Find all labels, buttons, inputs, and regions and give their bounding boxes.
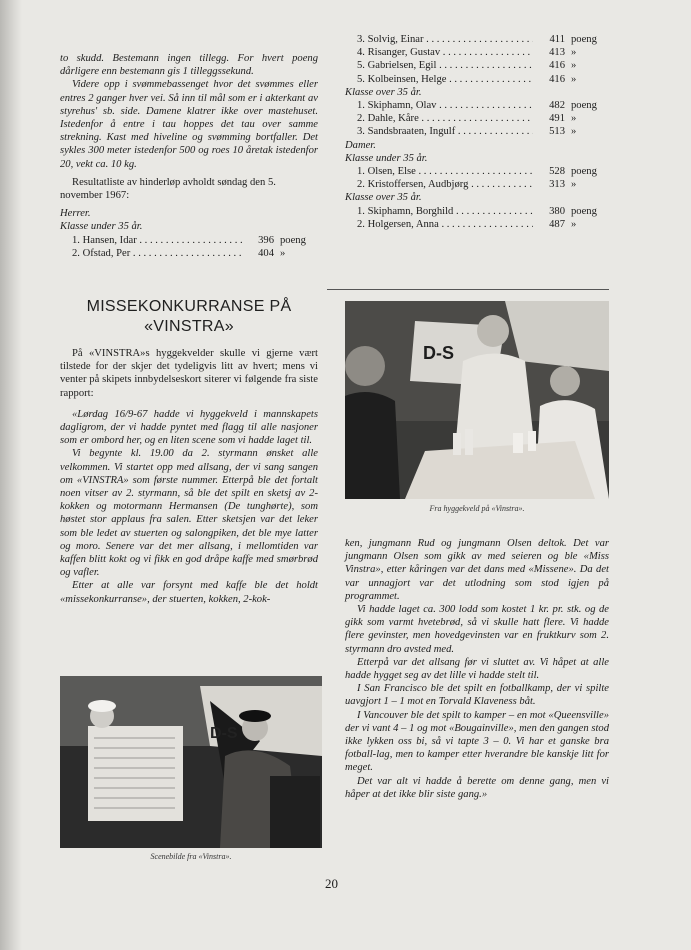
result-name: 3. Sandsbraaten, Ingulf . . .	[357, 125, 533, 138]
result-unit: »	[571, 179, 577, 191]
article-title	[60, 297, 318, 337]
class-label: Klasse over 35 år.	[345, 86, 422, 98]
result-score: 487	[533, 218, 571, 231]
result-score: 416	[533, 59, 571, 72]
photo-caption-bottom: Scenebilde fra «Vinstra».	[150, 852, 232, 861]
result-score: 404	[242, 247, 280, 260]
article-paragraph: ken, jungmann Rud og jungmann Olsen deltok. Det var jungmann Olsen som gikk av med seieren og ble «Miss Vinstra», etter kåringen var det dans med «Missene». Da det var unnagjort var det utlodning som stod igjen på programmet.	[345, 538, 609, 602]
results-list	[345, 165, 609, 191]
photo-banner-text: D-S	[423, 343, 454, 363]
results-list	[345, 99, 609, 139]
article-paragraph: Det var alt vi hadde å berette om denne gang, men vi håper at det ikke blir siste gang.»	[345, 775, 609, 800]
photo-party-evening	[345, 301, 609, 499]
group-label: Damer.	[345, 139, 376, 151]
result-unit: poeng	[571, 166, 597, 178]
result-row	[345, 125, 609, 138]
result-unit: poeng	[571, 100, 597, 112]
article-paragraph: I Vancouver ble det spilt to kamper – en mot «Queensville» der vi vant 4 – 1 og mot «Bougainville», men den gangen stod ikke lykken oss bi, så vi tapte 3 – 0. Vi har et ganske bra fotball-lag, men to kamper etter hverandre ble kanskje litt for meget.	[345, 709, 609, 774]
result-row	[345, 205, 609, 218]
result-unit: »	[571, 113, 577, 125]
result-score: 528	[533, 165, 571, 178]
result-unit: »	[571, 60, 577, 72]
article-lead: På «VINSTRA»s hyggekvelder skulle vi gjerne vært tilstede for der skjer det tydeligvis litt av hvert; mens vi venter på skipets innbydelseskort siterer vi følgende fra siste rapport:	[60, 348, 318, 399]
result-score: 513	[533, 125, 571, 138]
result-score: 491	[533, 112, 571, 125]
result-row	[345, 59, 609, 72]
result-name: 2. Ofstad, Per . . .	[72, 247, 242, 260]
result-score: 482	[533, 99, 571, 112]
result-unit: poeng	[280, 234, 306, 246]
photo-stage-scene	[60, 676, 322, 848]
result-unit: poeng	[571, 205, 597, 217]
article-title-line: MISSEKONKURRANSE PÅ	[86, 298, 292, 315]
result-score: 396	[242, 234, 280, 247]
result-name: 4. Risanger, Gustav . . .	[357, 46, 533, 59]
result-unit: »	[571, 126, 577, 138]
group-label: Herrer.	[60, 208, 91, 220]
result-unit: »	[571, 73, 577, 85]
result-row	[345, 73, 609, 86]
result-name: 5. Kolbeinsen, Helge . . .	[357, 73, 533, 86]
result-unit: poeng	[571, 34, 597, 45]
photo-banner-text: D-S	[210, 725, 238, 742]
scan-binding-edge	[0, 0, 22, 950]
result-score: 413	[533, 46, 571, 59]
results-list	[345, 33, 609, 86]
page-number: 20	[325, 876, 338, 891]
photo-caption-right: Fra hyggekveld på «Vinstra».	[429, 504, 525, 513]
result-row	[345, 112, 609, 125]
result-score: 380	[533, 205, 571, 218]
class-label: Klasse under 35 år.	[345, 152, 428, 164]
rules-paragraph: to skudd. Bestemann ingen tillegg. For hvert poeng dårligere enn bestemann gis 1 tilleggssekund.	[60, 53, 318, 78]
result-name: 1. Skiphamn, Olav . . .	[357, 99, 533, 112]
article-right-text	[345, 537, 609, 801]
section-divider	[327, 289, 609, 290]
article-paragraph: Etterpå var det allsang før vi sluttet av. Vi håpet at alle hadde hygget seg av det lille vi hadde stelt til.	[345, 656, 609, 682]
result-row	[60, 234, 318, 247]
result-score: 416	[533, 73, 571, 86]
class-label: Klasse under 35 år.	[60, 221, 143, 233]
left-column	[60, 52, 318, 260]
result-score: 313	[533, 178, 571, 191]
result-unit: »	[571, 47, 577, 59]
result-name: 3. Solvig, Einar . . .	[357, 33, 533, 46]
result-name: 2. Kristoffersen, Audbjørg . . .	[357, 178, 533, 191]
article-title-line: «VINSTRA»	[144, 318, 234, 335]
result-name: 2. Holgersen, Anna . . .	[357, 218, 533, 231]
rules-paragraph: Videre opp i svømmebassenget hvor det svømmes eller entres 2 ganger hver vei. Så inn til mål som er i akterkant av styrehus' sb. side. Damene klatrer ikke over mastehuset. Istedenfor å entre i tau hoppes det tau over samme strekning. Kast med hiveline og svømming bortfaller. Det sykles 300 meter istedenfor 500 og roes 10 åretak istedenfor 20, vekt ca. 10 kg.	[60, 79, 318, 170]
result-row	[345, 165, 609, 178]
result-row	[345, 218, 609, 231]
result-score: 411	[533, 33, 571, 46]
results-list	[60, 234, 318, 260]
article-paragraph: I San Francisco ble det spilt en fotballkamp, der vi spilte uavgjort 1 – 1 mot en Torvald Klaveness båt.	[345, 683, 609, 708]
article-paragraph: Vi hadde laget ca. 300 lodd som kostet 1 kr. pr. stk. og de gikk som varmt hvetebrød, så vi skulle hatt flere. Vi hadde flere gevinster, men hovedgevinsten var en fruktkurv som 2. styrmann dro avsted med.	[345, 604, 609, 655]
result-row	[345, 178, 609, 191]
quote-paragraph: Vi begynte kl. 19.00 da 2. styrmann ønsket alle velkommen. Vi startet opp med allsang, der vi sang sangen om «VINSTRA» som første nummer. Etterpå ble det fortalt noen vitser av 2. styrmann, så ble det spilt en sketsj av 2-kokken og motormann Hermansen (De tunghørte), som høstet stor applaus fra salen. Etter sketsjen var det leker som ble ledet av stuerten og salongpiken, det ble mye latter og moro. Senere var det mer allsang, i mellomtiden var kaffen blitt kokt og vi fikk en god dråpe kaffe med smørbrød og vafler.	[60, 448, 318, 579]
result-name: 1. Skiphamn, Borghild . . .	[357, 205, 533, 218]
result-row	[345, 46, 609, 59]
result-name: 2. Dahle, Kåre . . .	[357, 112, 533, 125]
photo-party-evening-image	[345, 301, 609, 499]
result-name: 1. Olsen, Else . . .	[357, 165, 533, 178]
result-row	[345, 33, 609, 46]
right-results-column	[345, 33, 609, 231]
article-left-text	[60, 347, 318, 606]
results-intro: Resultatliste av hinderløp avholdt søndag den 5. november 1967:	[60, 176, 276, 202]
result-row	[345, 99, 609, 112]
result-row	[60, 247, 318, 260]
result-name: 1. Hansen, Idar . . .	[72, 234, 242, 247]
quote-paragraph: Etter at alle var forsynt med kaffe ble det holdt «missekonkurranse», der stuerten, kokken, 2-kok-	[60, 580, 318, 605]
photo-stage-scene-image	[60, 676, 322, 848]
quote-paragraph: «Lørdag 16/9-67 hadde vi hyggekveld i mannskapets dagligrom, der vi hadde pyntet med flagg til alle nasjoner som er ombord her, og en liten scene som vi hadde laget til.	[60, 408, 318, 447]
result-unit: »	[280, 247, 286, 259]
result-name: 5. Gabrielsen, Egil . . .	[357, 59, 533, 72]
result-unit: »	[571, 218, 577, 230]
class-label: Klasse over 35 år.	[345, 192, 422, 204]
results-list	[345, 205, 609, 231]
